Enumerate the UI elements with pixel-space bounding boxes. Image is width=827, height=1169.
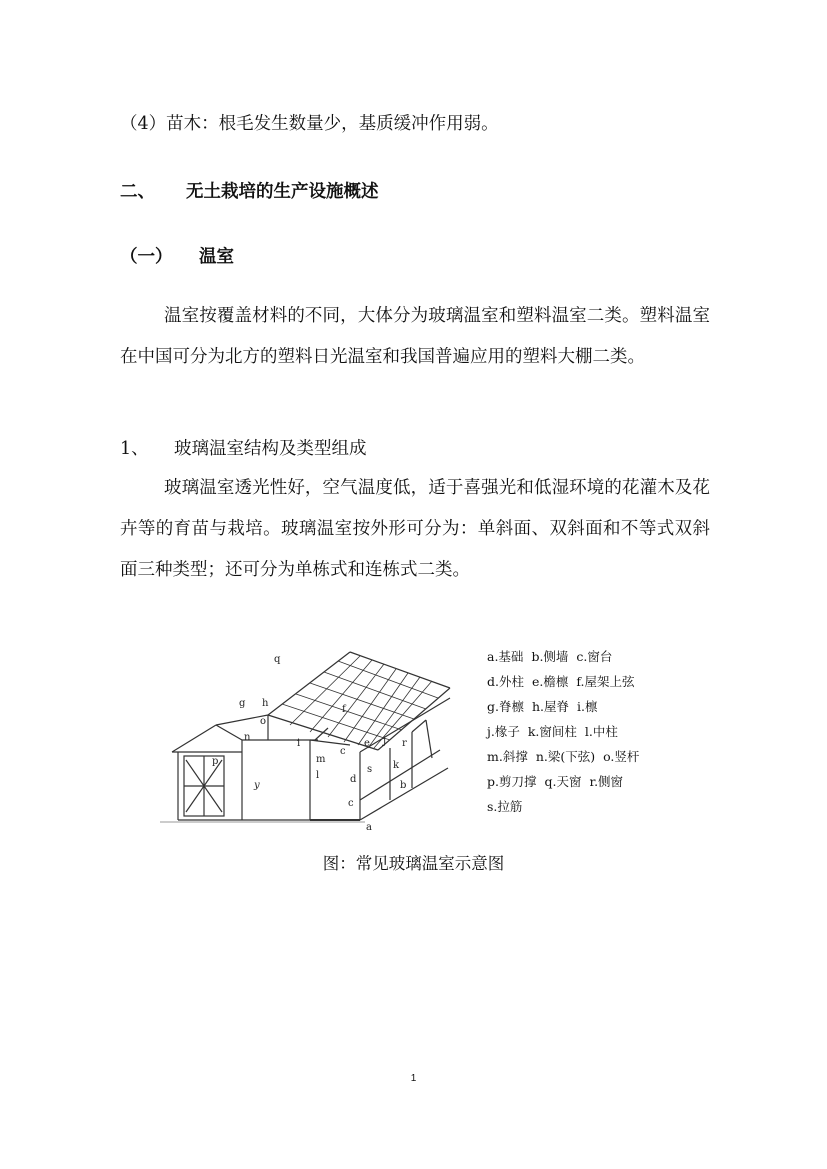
legend-item: b.侧墙 bbox=[531, 649, 569, 664]
legend-item: o.竖杆 bbox=[603, 749, 640, 764]
legend-item: l.中柱 bbox=[584, 724, 618, 739]
label-m: m bbox=[316, 754, 326, 765]
label-i: i bbox=[297, 738, 301, 749]
label-g: g bbox=[239, 698, 246, 709]
legend-item: g.脊檩 bbox=[487, 699, 524, 714]
label-e: e bbox=[364, 738, 370, 749]
item-1-title: 玻璃温室结构及类型组成 bbox=[174, 439, 367, 459]
legend-item: f.屋架上弦 bbox=[576, 674, 635, 689]
label-p: p bbox=[212, 756, 219, 767]
label-n: n bbox=[244, 732, 251, 743]
legend-item: i.檩 bbox=[577, 699, 598, 714]
paragraph-greenhouse-types: 温室按覆盖材料的不同，大体分为玻璃温室和塑料温室二类。塑料温室在中国可分为北方的塑料日光温室和我国普遍应用的塑料大棚二类。 bbox=[120, 306, 710, 367]
label-k: k bbox=[393, 760, 400, 771]
label-s: s bbox=[367, 764, 373, 775]
figure-legend bbox=[487, 644, 717, 819]
section-2-number: 二、 bbox=[120, 182, 155, 202]
label-l: l bbox=[316, 770, 320, 781]
legend-item: j.椽子 bbox=[487, 724, 520, 739]
label-r: r bbox=[402, 738, 407, 749]
label-a: a bbox=[366, 822, 372, 830]
section-2-title: 无土栽培的生产设施概述 bbox=[186, 182, 379, 202]
label-o: o bbox=[260, 716, 267, 727]
legend-item: k.窗间柱 bbox=[527, 724, 577, 739]
label-b: b bbox=[400, 780, 407, 791]
legend-item: h.屋脊 bbox=[531, 699, 570, 714]
item-1-number: 1、 bbox=[120, 439, 149, 459]
legend-item: p.剪刀撑 bbox=[487, 774, 537, 789]
legend-item: n.梁(下弦) bbox=[535, 749, 596, 764]
legend-item: q.天窗 bbox=[544, 774, 582, 789]
subsection-1-title: 温室 bbox=[199, 247, 234, 267]
greenhouse-diagram bbox=[150, 640, 480, 830]
legend-item: a.基础 bbox=[487, 649, 524, 664]
label-y: y bbox=[254, 780, 260, 791]
label-c2: c bbox=[348, 798, 354, 809]
label-d: d bbox=[350, 774, 357, 785]
paragraph-glass-greenhouse: 玻璃温室透光性好，空气温度低，适于喜强光和低湿环境的花灌木及花卉等的育苗与栽培。玻璃温室按外形可分为：单斜面、双斜面和不等式双斜面三种类型；还可分为单栋式和连栋式二类。 bbox=[120, 478, 710, 580]
item-4-text: （4）苗木：根毛发生数量少，基质缓冲作用弱。 bbox=[120, 114, 499, 134]
legend-item: d.外柱 bbox=[487, 674, 524, 689]
subsection-1-number: （一） bbox=[120, 247, 173, 267]
legend-item: e.檐檩 bbox=[531, 674, 569, 689]
label-j: j bbox=[383, 736, 387, 747]
legend-item: m.斜撑 bbox=[487, 749, 528, 764]
label-h: h bbox=[262, 698, 269, 709]
legend-item: r.侧窗 bbox=[589, 774, 624, 789]
figure-caption: 图：常见玻璃温室示意图 bbox=[322, 854, 505, 873]
label-c: c bbox=[340, 746, 346, 757]
page-number: 1 bbox=[410, 1073, 417, 1084]
legend-item: s.拉筋 bbox=[487, 799, 523, 814]
label-f: f bbox=[342, 704, 346, 715]
label-q: q bbox=[274, 654, 281, 665]
legend-item: c.窗台 bbox=[576, 649, 613, 664]
